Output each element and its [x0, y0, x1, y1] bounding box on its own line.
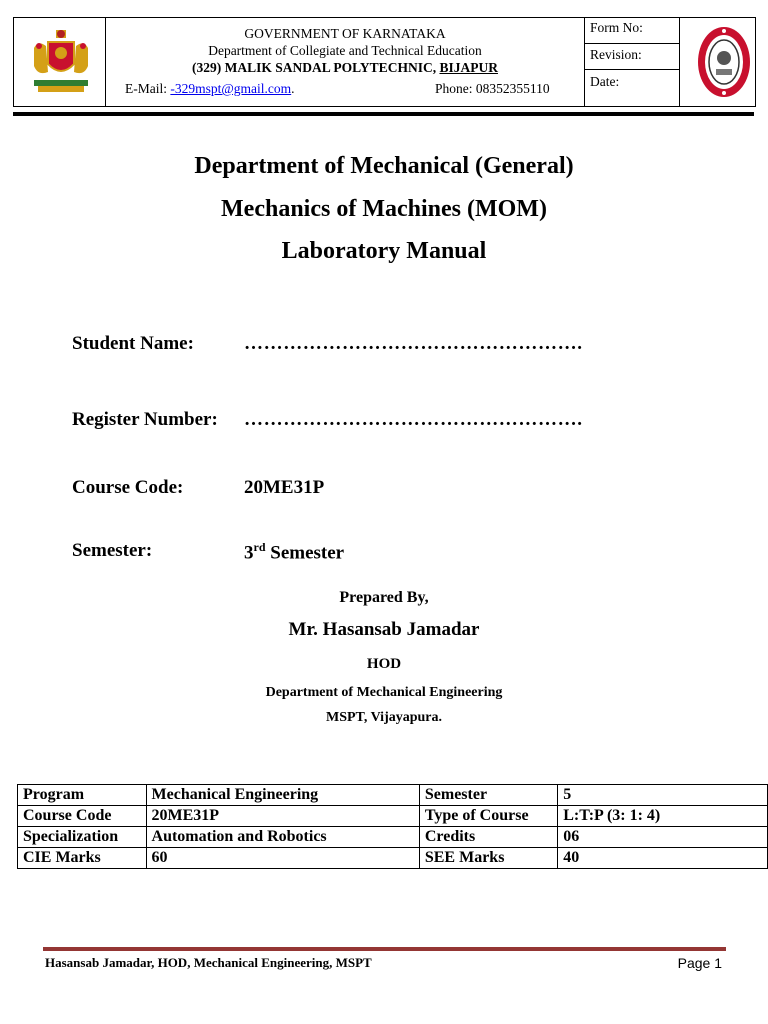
course-details-table [17, 784, 768, 869]
phone-label: Phone: [435, 81, 473, 96]
government-title: GOVERNMENT OF KARNATAKA [244, 26, 446, 41]
register-number-blank: ……………………………………………. [244, 409, 583, 430]
department-title: Department of Mechanical (General) [194, 153, 574, 179]
student-name-label: Student Name: [72, 333, 194, 354]
footer-rule [43, 947, 726, 951]
institute-name: MALIK SANDAL POLYTECHNIC, [224, 60, 437, 75]
manual-title: Laboratory Manual [281, 238, 487, 264]
course-title: Mechanics of Machines (MOM) [221, 196, 547, 222]
table-row [18, 785, 768, 806]
table-cell: 40 [558, 848, 768, 869]
preparer-place: MSPT, Vijayapura. [325, 710, 443, 725]
phone-line [435, 81, 550, 97]
preparer-name: Mr. Hasansab Jamadar [288, 619, 480, 640]
semester-word: Semester [270, 542, 345, 564]
divider [679, 18, 680, 106]
student-name-blank: ……………………………………………. [244, 333, 583, 354]
department-name: Department of Collegiate and Technical Education [208, 43, 482, 58]
institute-city: BIJAPUR [439, 60, 498, 75]
course-code-value: 20ME31P [244, 477, 325, 498]
email-link[interactable]: -329mspt@gmail.com [170, 81, 292, 96]
divider [585, 43, 679, 44]
revision-label: Revision: [590, 47, 642, 62]
karnataka-emblem-icon [28, 28, 94, 96]
table-cell: Specialization [18, 827, 147, 848]
header-rule [13, 112, 754, 116]
table-cell: Type of Course [419, 806, 557, 827]
semester-suffix: rd [253, 540, 266, 554]
table-row [18, 806, 768, 827]
table-cell: CIE Marks [18, 848, 147, 869]
table-cell: Course Code [18, 806, 147, 827]
preparer-role: HOD [366, 656, 402, 672]
form-no-label: Form No: [590, 20, 643, 35]
institute-line [106, 60, 584, 76]
institute-code: (329) [192, 60, 222, 75]
table-cell: Credits [419, 827, 557, 848]
semester-label: Semester: [72, 540, 153, 561]
semester-number: 3 [244, 542, 254, 564]
table-row [18, 848, 768, 869]
table-cell: 60 [146, 848, 419, 869]
table-cell: Program [18, 785, 147, 806]
table-cell: SEE Marks [419, 848, 557, 869]
page-number: Page 1 [677, 955, 722, 971]
table-cell: 5 [558, 785, 768, 806]
register-number-label: Register Number: [72, 409, 218, 430]
table-cell: L:T:P (3: 1: 4) [558, 806, 768, 827]
divider [584, 18, 585, 106]
prepared-by-label: Prepared By, [339, 589, 429, 606]
polytechnic-seal-icon [696, 25, 752, 99]
table-cell: Semester [419, 785, 557, 806]
email-line [125, 81, 295, 97]
letterhead [13, 17, 756, 107]
table-cell: Mechanical Engineering [146, 785, 419, 806]
table-cell: 06 [558, 827, 768, 848]
semester-value [244, 540, 344, 564]
table-row [18, 827, 768, 848]
table-cell: 20ME31P [146, 806, 419, 827]
table-cell: Automation and Robotics [146, 827, 419, 848]
date-label: Date: [590, 74, 620, 89]
email-label: E-Mail: [125, 81, 167, 96]
preparer-department: Department of Mechanical Engineering [265, 685, 503, 700]
email-suffix: . [291, 81, 295, 96]
divider [585, 69, 679, 70]
course-code-label: Course Code: [72, 477, 184, 498]
footer-author: Hasansab Jamadar, HOD, Mechanical Engineering, MSPT [45, 955, 372, 970]
phone-number: 08352355110 [475, 81, 550, 96]
